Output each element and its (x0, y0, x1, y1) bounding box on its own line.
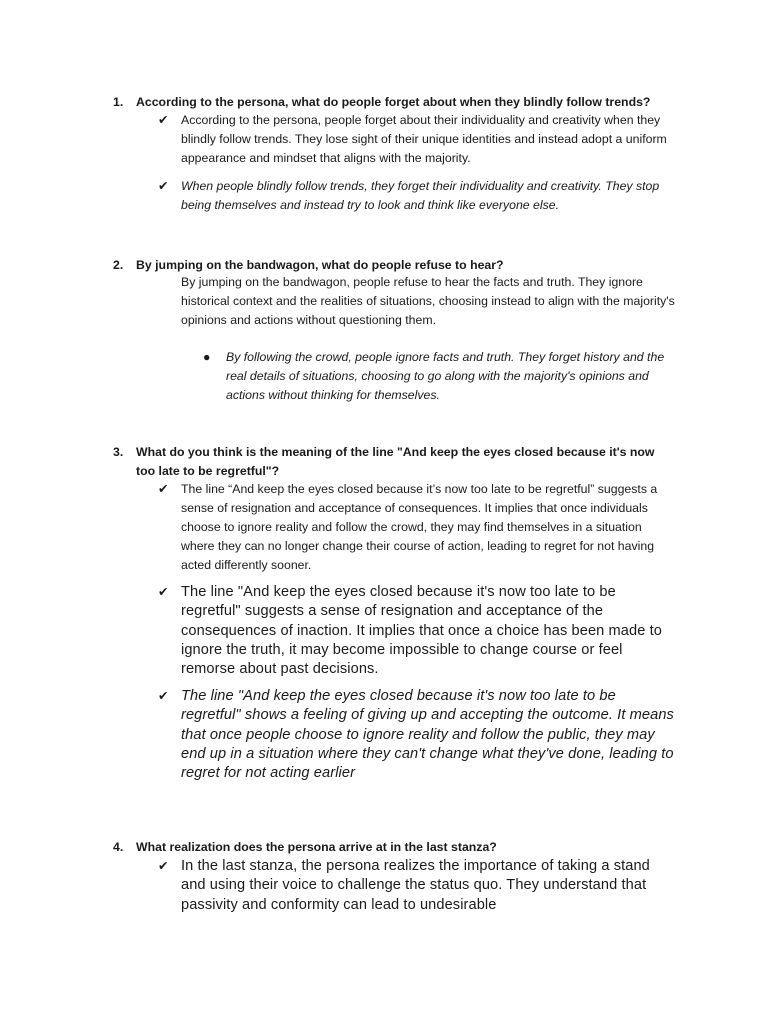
answer-4a (158, 857, 678, 915)
answer-text: When people blindly follow trends, they forget their individuality and creativity. They stop being themselves and instead try to look and think like everyone else. (181, 179, 660, 212)
answer-text: The line "And keep the eyes closed because it's now too late to be regretful" shows a feeling of giving up and accepting the outcome. It means that once people choose to ignore reality and follow the public, they may end up in a situation where they can't change what they've done, leading to regret for not acting earlier (181, 688, 674, 782)
answer-text: According to the persona, people forget about their individuality and creativity when they blindly follow trends. They lose sight of their unique identities and instead adopt a uniform appearance and mindset that aligns with the majority. (181, 113, 667, 165)
question-text: What do you think is the meaning of the line "And keep the eyes closed because it's now too late to be regretful"? (136, 445, 655, 478)
question-number: 4. (113, 840, 124, 854)
check-mark-icon: ✔ (158, 859, 169, 873)
answer-3a (158, 480, 678, 575)
bullet-icon: ● (203, 350, 211, 364)
check-mark-icon: ✔ (158, 179, 169, 193)
check-mark-icon: ✔ (158, 113, 169, 127)
answer-2b (203, 348, 673, 405)
question-text: By jumping on the bandwagon, what do people refuse to hear? (136, 258, 504, 272)
answer-text: In the last stanza, the persona realizes the importance of taking a stand and using their voice to challenge the status quo. They understand that passivity and conformity can lead to undesirable (181, 858, 650, 913)
question-number: 3. (113, 445, 124, 459)
answer-3b (158, 583, 678, 679)
question-number: 2. (113, 258, 124, 272)
question-text: According to the persona, what do people forget about when they blindly follow trends? (136, 95, 651, 109)
question-text: What realization does the persona arrive at in the last stanza? (136, 840, 497, 854)
answer-text: The line "And keep the eyes closed because it's now too late to be regretful" suggests a sense of resignation and acceptance of the consequences of inaction. It implies that once a choice has been made to ignore the truth, it may become impossible to change course or feel remorse about past decisions. (181, 584, 662, 678)
check-mark-icon: ✔ (158, 482, 169, 496)
answer-3c (158, 687, 678, 783)
check-mark-icon: ✔ (158, 689, 169, 703)
question-3 (113, 443, 673, 480)
check-mark-icon: ✔ (158, 585, 169, 599)
answer-2a: By jumping on the bandwagon, people refuse to hear the facts and truth. They ignore historical context and the realities of situations, choosing instead to align with the majority's opinions and actions without questioning them. (181, 275, 675, 327)
question-2 (113, 256, 673, 275)
answer-1b (158, 177, 678, 215)
answer-1a (158, 111, 678, 168)
answer-text: By following the crowd, people ignore facts and truth. They forget history and the real details of situations, choosing to go along with the majority's opinions and actions without thinking for themselves. (226, 350, 665, 402)
question-4 (113, 838, 673, 857)
question-number: 1. (113, 95, 124, 109)
question-1 (113, 93, 673, 112)
answer-text: The line “And keep the eyes closed because it’s now too late to be regretful” suggests a sense of resignation and acceptance of consequences. It implies that once individuals choose to ignore reality and follow the crowd, they may find themselves in a situation where they can no longer change their course of action, leading to regret for not having acted differently sooner. (181, 482, 658, 572)
